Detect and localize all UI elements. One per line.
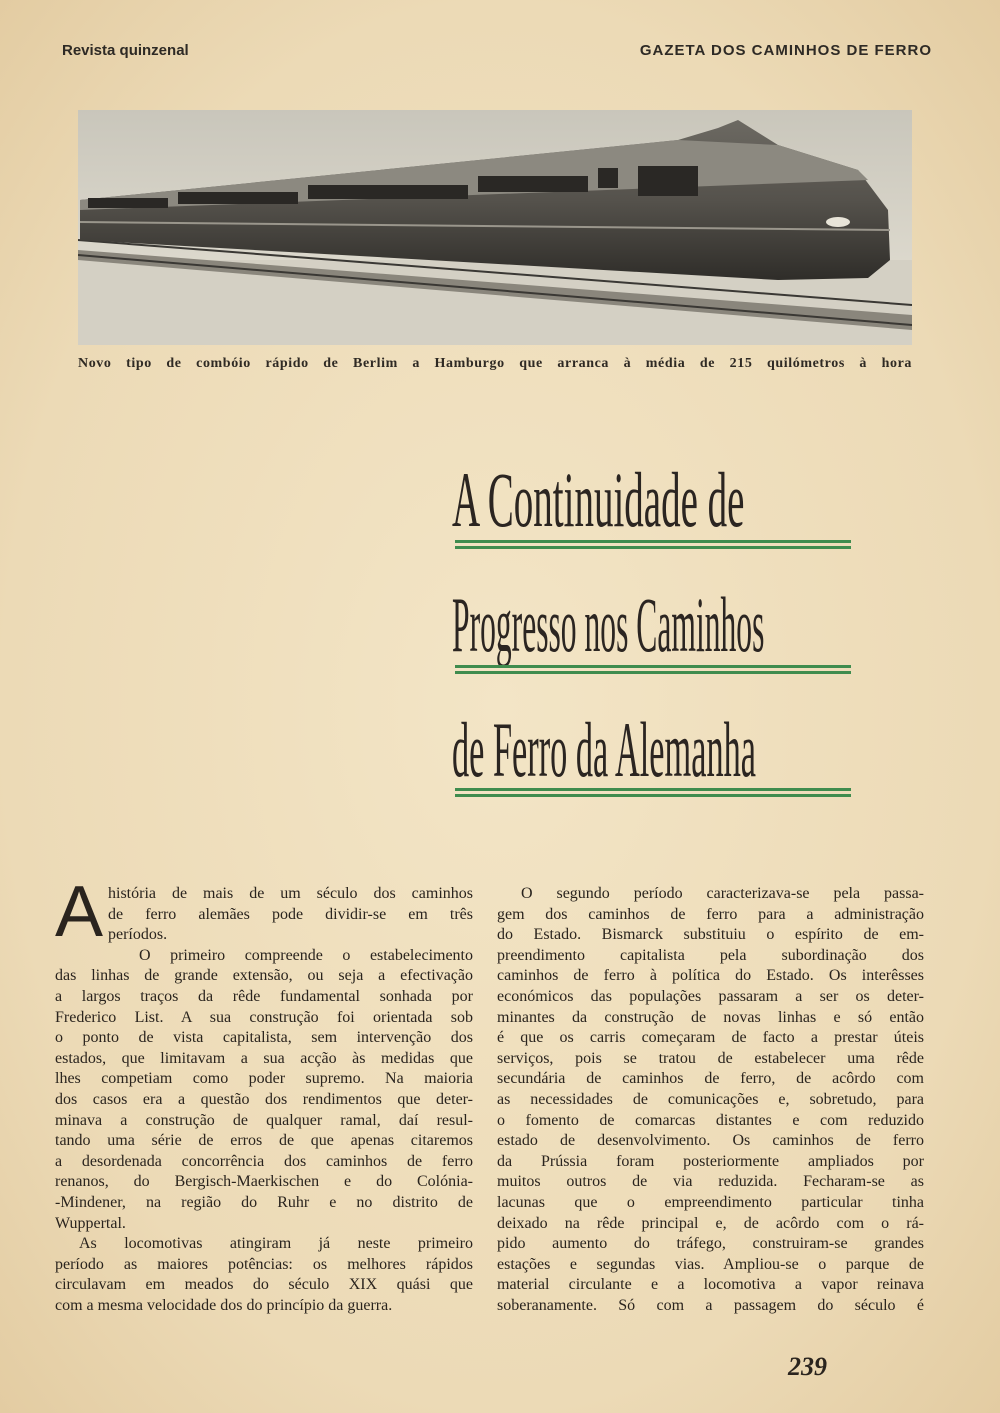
drop-cap: A xyxy=(55,872,104,952)
train-photo xyxy=(78,110,912,345)
paragraph-line: estações e segundas vias. Ampliou-se o parque de xyxy=(497,1255,924,1273)
paragraph-line: dos casos era a questão dos rendimentos que deter- xyxy=(55,1090,473,1108)
paragraph-line: períodos. xyxy=(108,926,168,944)
article-column-right xyxy=(497,884,924,1316)
paragraph-line: tando uma série de erros de que apenas citaremos xyxy=(55,1132,473,1150)
paragraph-line: secundária de caminhos de ferro, de acôrdo com xyxy=(497,1070,924,1088)
paragraph-line: circulavam em meados do século XIX quási que xyxy=(55,1276,473,1294)
paragraph-line: serviços, pois se tratou de estabelecer uma rêde xyxy=(497,1049,924,1067)
article-title-line-2: Progresso nos Caminhos xyxy=(452,581,765,668)
photo-caption: Novo tipo de combóio rápido de Berlim a Hamburgo que arranca à média de 215 quilómetros à hora xyxy=(78,356,912,371)
paragraph-line: económicos das populações passaram a ser os deter- xyxy=(497,987,924,1005)
paragraph-line: estados, que limitavam a sua acção às medidas que xyxy=(55,1049,473,1067)
paragraph-line: as necessidades de comunicações e, sobretudo, para xyxy=(497,1090,924,1108)
paragraph-line: preendimento capitalista pela subordinação dos xyxy=(497,946,924,964)
paragraph-line: a desordenada concorrência dos caminhos de ferro xyxy=(55,1152,473,1170)
paragraph-line: da Prússia foram posteriormente ampliados por xyxy=(497,1152,924,1170)
paragraph-line: deixado na rêde principal e, de acôrdo com o rá- xyxy=(497,1214,924,1232)
green-double-rule xyxy=(455,665,851,674)
magazine-title: GAZETA DOS CAMINHOS DE FERRO xyxy=(639,42,932,59)
paragraph-line: O primeiro compreende o estabelecimento xyxy=(139,946,473,964)
magazine-frequency: Revista quinzenal xyxy=(62,42,189,59)
paragraph-line: Wuppertal. xyxy=(55,1214,126,1232)
article-column-left xyxy=(55,884,473,1316)
paragraph-line: do Estado. Bismarck substituiu o espírito de em- xyxy=(497,926,924,944)
paragraph-line: material circulante e a locomotiva a vapor reinava xyxy=(497,1276,924,1294)
train-illustration xyxy=(78,110,912,345)
article-title-line-3: de Ferro da Alemanha xyxy=(452,706,757,793)
paragraph-line: muitos outros de via reduzida. Fecharam-se as xyxy=(497,1173,924,1191)
paragraph-line: o ponto de vista capitalista, sem intervenção dos xyxy=(55,1029,473,1047)
paragraph-line: lhes competiam como poder supremo. Na maioria xyxy=(55,1070,473,1088)
paragraph-line: -Mindener, na região do Ruhr e no distrito de xyxy=(55,1193,473,1211)
paragraph-line: Frederico List. A sua construção foi orientada sob xyxy=(55,1008,473,1026)
paragraph-line: história de mais de um século dos caminhos xyxy=(108,885,473,902)
article-title-line-1: A Continuidade de xyxy=(452,456,745,543)
paragraph-line: minantes da construção de novas linhas e só então xyxy=(497,1008,924,1026)
paragraph-line: minava a construção de qualquer ramal, daí resul- xyxy=(55,1111,473,1129)
paragraph-line: lacunas que o empreendimento particular tinha xyxy=(497,1193,924,1211)
paragraph-line: caminhos de ferro à política do Estado. Os interêsses xyxy=(497,967,924,985)
paragraph-line: é que os carris começaram de facto a prestar úteis xyxy=(497,1029,924,1047)
paragraph-line: o fomento de comarcas distantes e com reduzido xyxy=(497,1111,924,1129)
paragraph-line: soberanamente. Só com a passagem do século é xyxy=(497,1296,924,1314)
paragraph-line: com a mesma velocidade dos do princípio da guerra. xyxy=(55,1296,393,1314)
paragraph-line: a largos traços da rêde fundamental sonhada por xyxy=(55,987,473,1005)
green-double-rule xyxy=(455,540,851,549)
paragraph-line: de ferro alemães pode dividir-se em três xyxy=(108,905,473,923)
paragraph-line: pido aumento do tráfego, construiram-se grandes xyxy=(497,1235,924,1253)
page-number: 239 xyxy=(788,1352,827,1381)
paragraph-line: As locomotivas atingiram já neste primeiro xyxy=(79,1235,473,1253)
paragraph-line: estado de desenvolvimento. Os caminhos de ferro xyxy=(497,1132,924,1150)
paragraph-line: O segundo período caracterizava-se pela passa- xyxy=(521,885,924,902)
paragraph-line: das linhas de grande extensão, ou seja a efectivação xyxy=(55,967,473,985)
paragraph-line: gem dos caminhos de ferro para a administração xyxy=(497,905,924,923)
paragraph-line: renanos, do Bergisch-Maerkischen e do Colónia- xyxy=(55,1173,473,1191)
green-double-rule xyxy=(455,788,851,797)
paragraph-line: período as maiores potências: os melhores rápidos xyxy=(55,1255,473,1273)
